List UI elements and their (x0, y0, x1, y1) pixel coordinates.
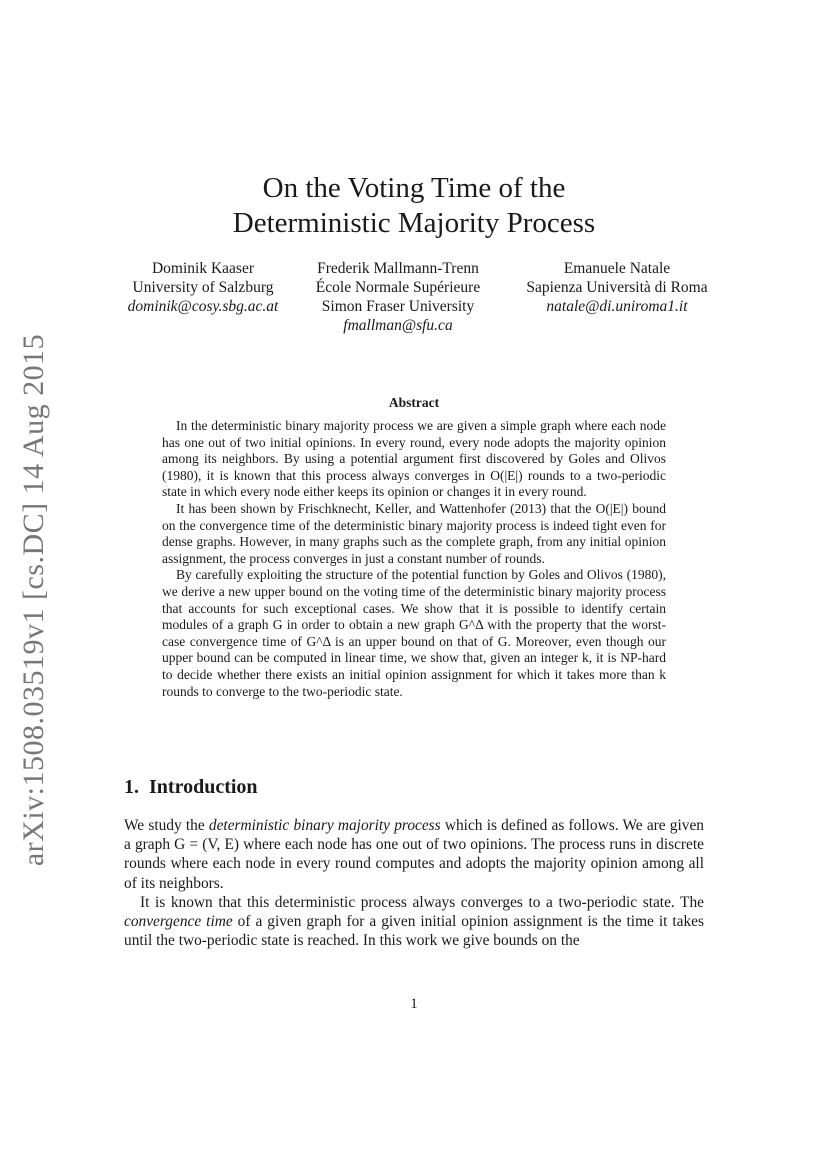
author-affiliation: Sapienza Università di Roma (526, 279, 708, 296)
introduction-text (124, 816, 704, 950)
author-affiliation-secondary: Simon Fraser University (321, 298, 475, 315)
text-run: We study the (124, 817, 209, 834)
abstract-heading: Abstract (388, 395, 440, 410)
section-heading (124, 776, 268, 799)
author-name: Frederik Mallmann-Trenn (317, 260, 479, 277)
text-run: of a given graph for a given initial opinion assignment is the time it takes until the two-periodic state is reached. In this work we give bounds on the (124, 913, 705, 950)
abstract-paragraph: It has been shown by Frischknecht, Keller, and Wattenhofer (2013) that the O(|E|) bound on the convergence time of the deterministic binary majority process is indeed tight even for dense graphs. However, in many graphs such as the complete graph, from any initial opinion assignment, the process converges in just a constant number of rounds. (162, 500, 666, 566)
section-title-text: Introduction (149, 776, 258, 798)
paper-title (0, 171, 828, 241)
author-1 (118, 259, 288, 316)
intro-paragraph (124, 893, 704, 951)
intro-paragraph (124, 816, 704, 893)
author-name: Dominik Kaaser (151, 260, 254, 277)
emphasis-text: deterministic binary majority process (208, 817, 441, 834)
arxiv-identifier-stamp: arXiv:1508.03519v1 [cs.DC] 14 Aug 2015 (17, 333, 50, 867)
text-run: It is known that this deterministic process always converges to a two-periodic state. The (140, 893, 704, 911)
abstract-paragraph: In the deterministic binary majority process we are given a simple graph where each node has one out of two initial opinions. In every round, every node adopts the majority opinion among its neighbors. By using a potential argument first discovered by Goles and Olivos (1980), it is known that this process always converges in O(|E|) rounds to a two-periodic state in which every node either keeps its opinion or changes it in every round. (162, 418, 666, 500)
title-line-2: Deterministic Majority Process (232, 207, 596, 239)
title-line-1: On the Voting Time of the (262, 172, 566, 204)
author-3 (506, 259, 728, 316)
abstract-paragraph: By carefully exploiting the structure of the potential function by Goles and Olivos (1980), we derive a new upper bound on the voting time of the deterministic binary majority process that accounts for such exceptional cases. We show that it is possible to identify certain modules of a graph G in order to obtain a new graph G^Δ with the property that the worst-case convergence time of G^Δ is an upper bound on that of G. Moreover, even though our upper bound can be computed in linear time, we show that, given an integer k, it is NP-hard to decide whether there exists an initial opinion assignment for which it takes more than k rounds to converge to the two-periodic state. (162, 567, 666, 699)
author-affiliation: École Normale Supérieure (315, 279, 481, 296)
author-email[interactable]: fmallman@sfu.ca (343, 317, 453, 334)
emphasis-text: convergence time (124, 913, 233, 931)
author-name: Emanuele Natale (563, 260, 671, 277)
abstract-body (162, 418, 666, 700)
section-number: 1. (124, 776, 139, 798)
author-email[interactable]: dominik@cosy.sbg.ac.at (127, 298, 279, 315)
author-email[interactable]: natale@di.uniroma1.it (546, 298, 688, 315)
page-number: 1 (410, 996, 418, 1012)
text-run: which is defined as follows. We are given a graph G = (V, E) where each node has one out of two opinions. The process runs in discrete rounds where each node in every round computes and adopts the majority opinion among all of its neighbors. (124, 817, 705, 892)
author-affiliation: University of Salzburg (132, 279, 274, 296)
author-2 (300, 259, 496, 335)
